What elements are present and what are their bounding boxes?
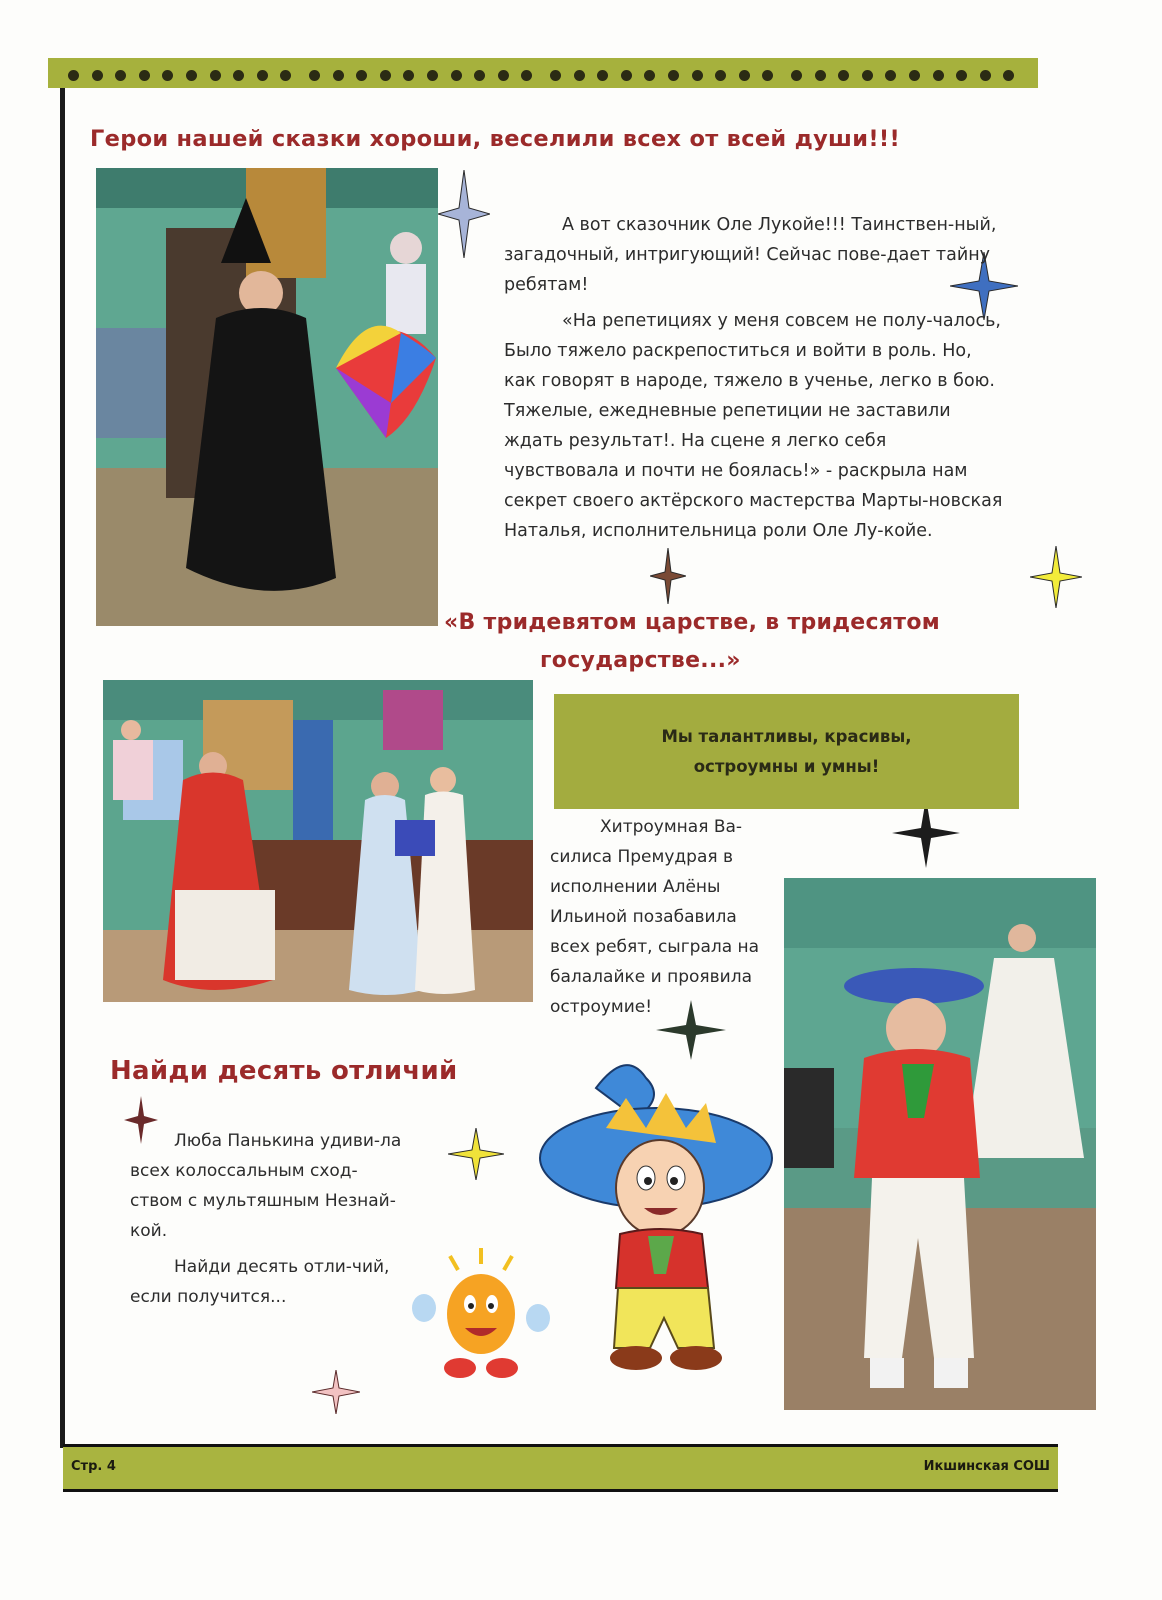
article-ole-lukoie [504, 210, 1004, 552]
page-number: Стр. 4 [71, 1459, 116, 1474]
paragraph: «На репетициях у меня совсем не полу-чалось, Было тяжело раскрепоститься и войти в роль. Но, как говорят в народе, тяжело в ученье, легко в бою. Тяжелые, ежедневные репетиции не заставили ждать результат!. На сцене я легко себя чувствовала и почти не боялась!» - раскрыла нам секрет своего актёрского мастерства Марты-новская Наталья, исполнительница роли Оле Лу-койе. [504, 311, 1003, 541]
school-name: Икшинская СОШ [923, 1459, 1050, 1474]
photo-neznaika-lyuba [784, 878, 1096, 1410]
article-ten-differences [130, 1126, 405, 1318]
top-decor-bar [48, 58, 1038, 88]
neznaika-cartoon-illustration [536, 1048, 786, 1388]
section-title-tridevyatom-line2: государстве...» [540, 648, 741, 673]
sun-mascot-illustration [410, 1244, 552, 1386]
star-icon [650, 548, 686, 604]
paragraph: А вот сказочник Оле Лукойе!!! Таинствен-ный, загадочный, интригующий! Сейчас пове-дает тайну ребятам! [504, 215, 997, 295]
star-icon [438, 170, 490, 258]
photo-ole-lukoie [96, 168, 438, 626]
paragraph: Найди десять отли-чий, если получится... [130, 1257, 390, 1307]
left-vertical-rule [60, 88, 65, 1448]
section-title-tridevyatom-line1: «В тридевятом царстве, в тридесятом [444, 610, 941, 635]
motto-line: Мы талантливы, красивы, [661, 726, 912, 746]
decor-dots [68, 66, 1027, 85]
page-title: Герои нашей сказки хороши, веселили всех от всей души!!! [90, 126, 901, 152]
page-footer [63, 1444, 1058, 1492]
star-icon [448, 1128, 504, 1180]
paragraph: Хитроумная Ва-силиса Премудрая в исполнении Алёны Ильиной позабавила всех ребят, сыграла на балалайке и проявила остроумие! [550, 817, 760, 1017]
article-vasilisa [550, 812, 780, 1028]
photo-vasilisa [103, 680, 533, 1002]
star-icon [1030, 546, 1082, 608]
motto-line: остроумны и умны! [693, 756, 880, 776]
motto-banner [554, 694, 1019, 809]
section-title-ten-differences: Найди десять отличий [110, 1056, 458, 1086]
star-icon [312, 1370, 360, 1414]
paragraph: Люба Панькина удиви-ла всех колоссальным сход-ством с мультяшным Незнай-кой. [130, 1131, 402, 1241]
